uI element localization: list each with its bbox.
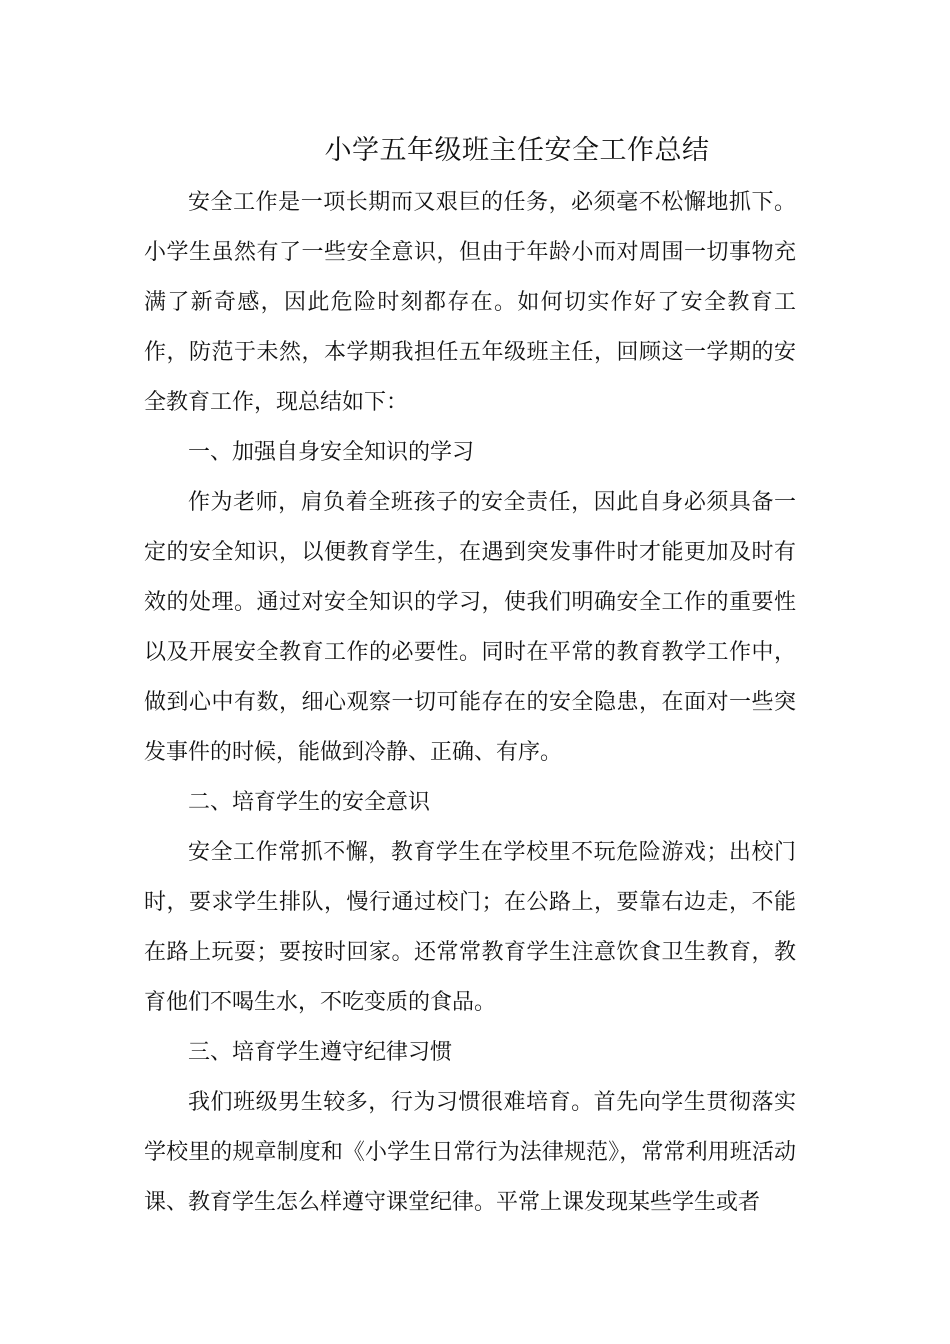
document-title: 小学五年级班主任安全工作总结 bbox=[324, 135, 710, 166]
document-body bbox=[144, 178, 796, 1228]
section-heading-2: 二、培育学生的安全意识 bbox=[188, 790, 431, 815]
section-heading-1: 一、加强自身安全知识的学习 bbox=[188, 440, 475, 465]
intro-paragraph: 安全工作是一项长期而又艰巨的任务，必须毫不松懈地抓下。小学生虽然有了一些安全意识，但由于年龄小而对周围一切事物充满了新奇感，因此危险时刻都存在。如何切实作好了安全教育工作，防范于未然，本学期我担任五年级班主任，回顾这一学期的安全教育工作，现总结如下： bbox=[144, 190, 796, 415]
section-paragraph-1: 作为老师，肩负着全班孩子的安全责任，因此自身必须具备一定的安全知识，以便教育学生，在遇到突发事件时才能更加及时有效的处理。通过对安全知识的学习，使我们明确安全工作的重要性以及开展安全教育工作的必要性。同时在平常的教育教学工作中，做到心中有数，细心观察一切可能存在的安全隐患，在面对一些突发事件的时候，能做到冷静、正确、有序。 bbox=[144, 490, 796, 765]
section-heading-3: 三、培育学生遵守纪律习惯 bbox=[188, 1040, 453, 1065]
section-paragraph-2: 安全工作常抓不懈，教育学生在学校里不玩危险游戏；出校门时，要求学生排队，慢行通过校门；在公路上，要靠右边走，不能在路上玩耍；要按时回家。还常常教育学生注意饮食卫生教育，教育他们不喝生水，不吃变质的食品。 bbox=[144, 840, 796, 1015]
section-paragraph-3: 我们班级男生较多，行为习惯很难培育。首先向学生贯彻落实学校里的规章制度和《小学生日常行为法律规范》，常常利用班活动课、教育学生怎么样遵守课堂纪律。平常上课发现某些学生或者 bbox=[144, 1090, 796, 1215]
